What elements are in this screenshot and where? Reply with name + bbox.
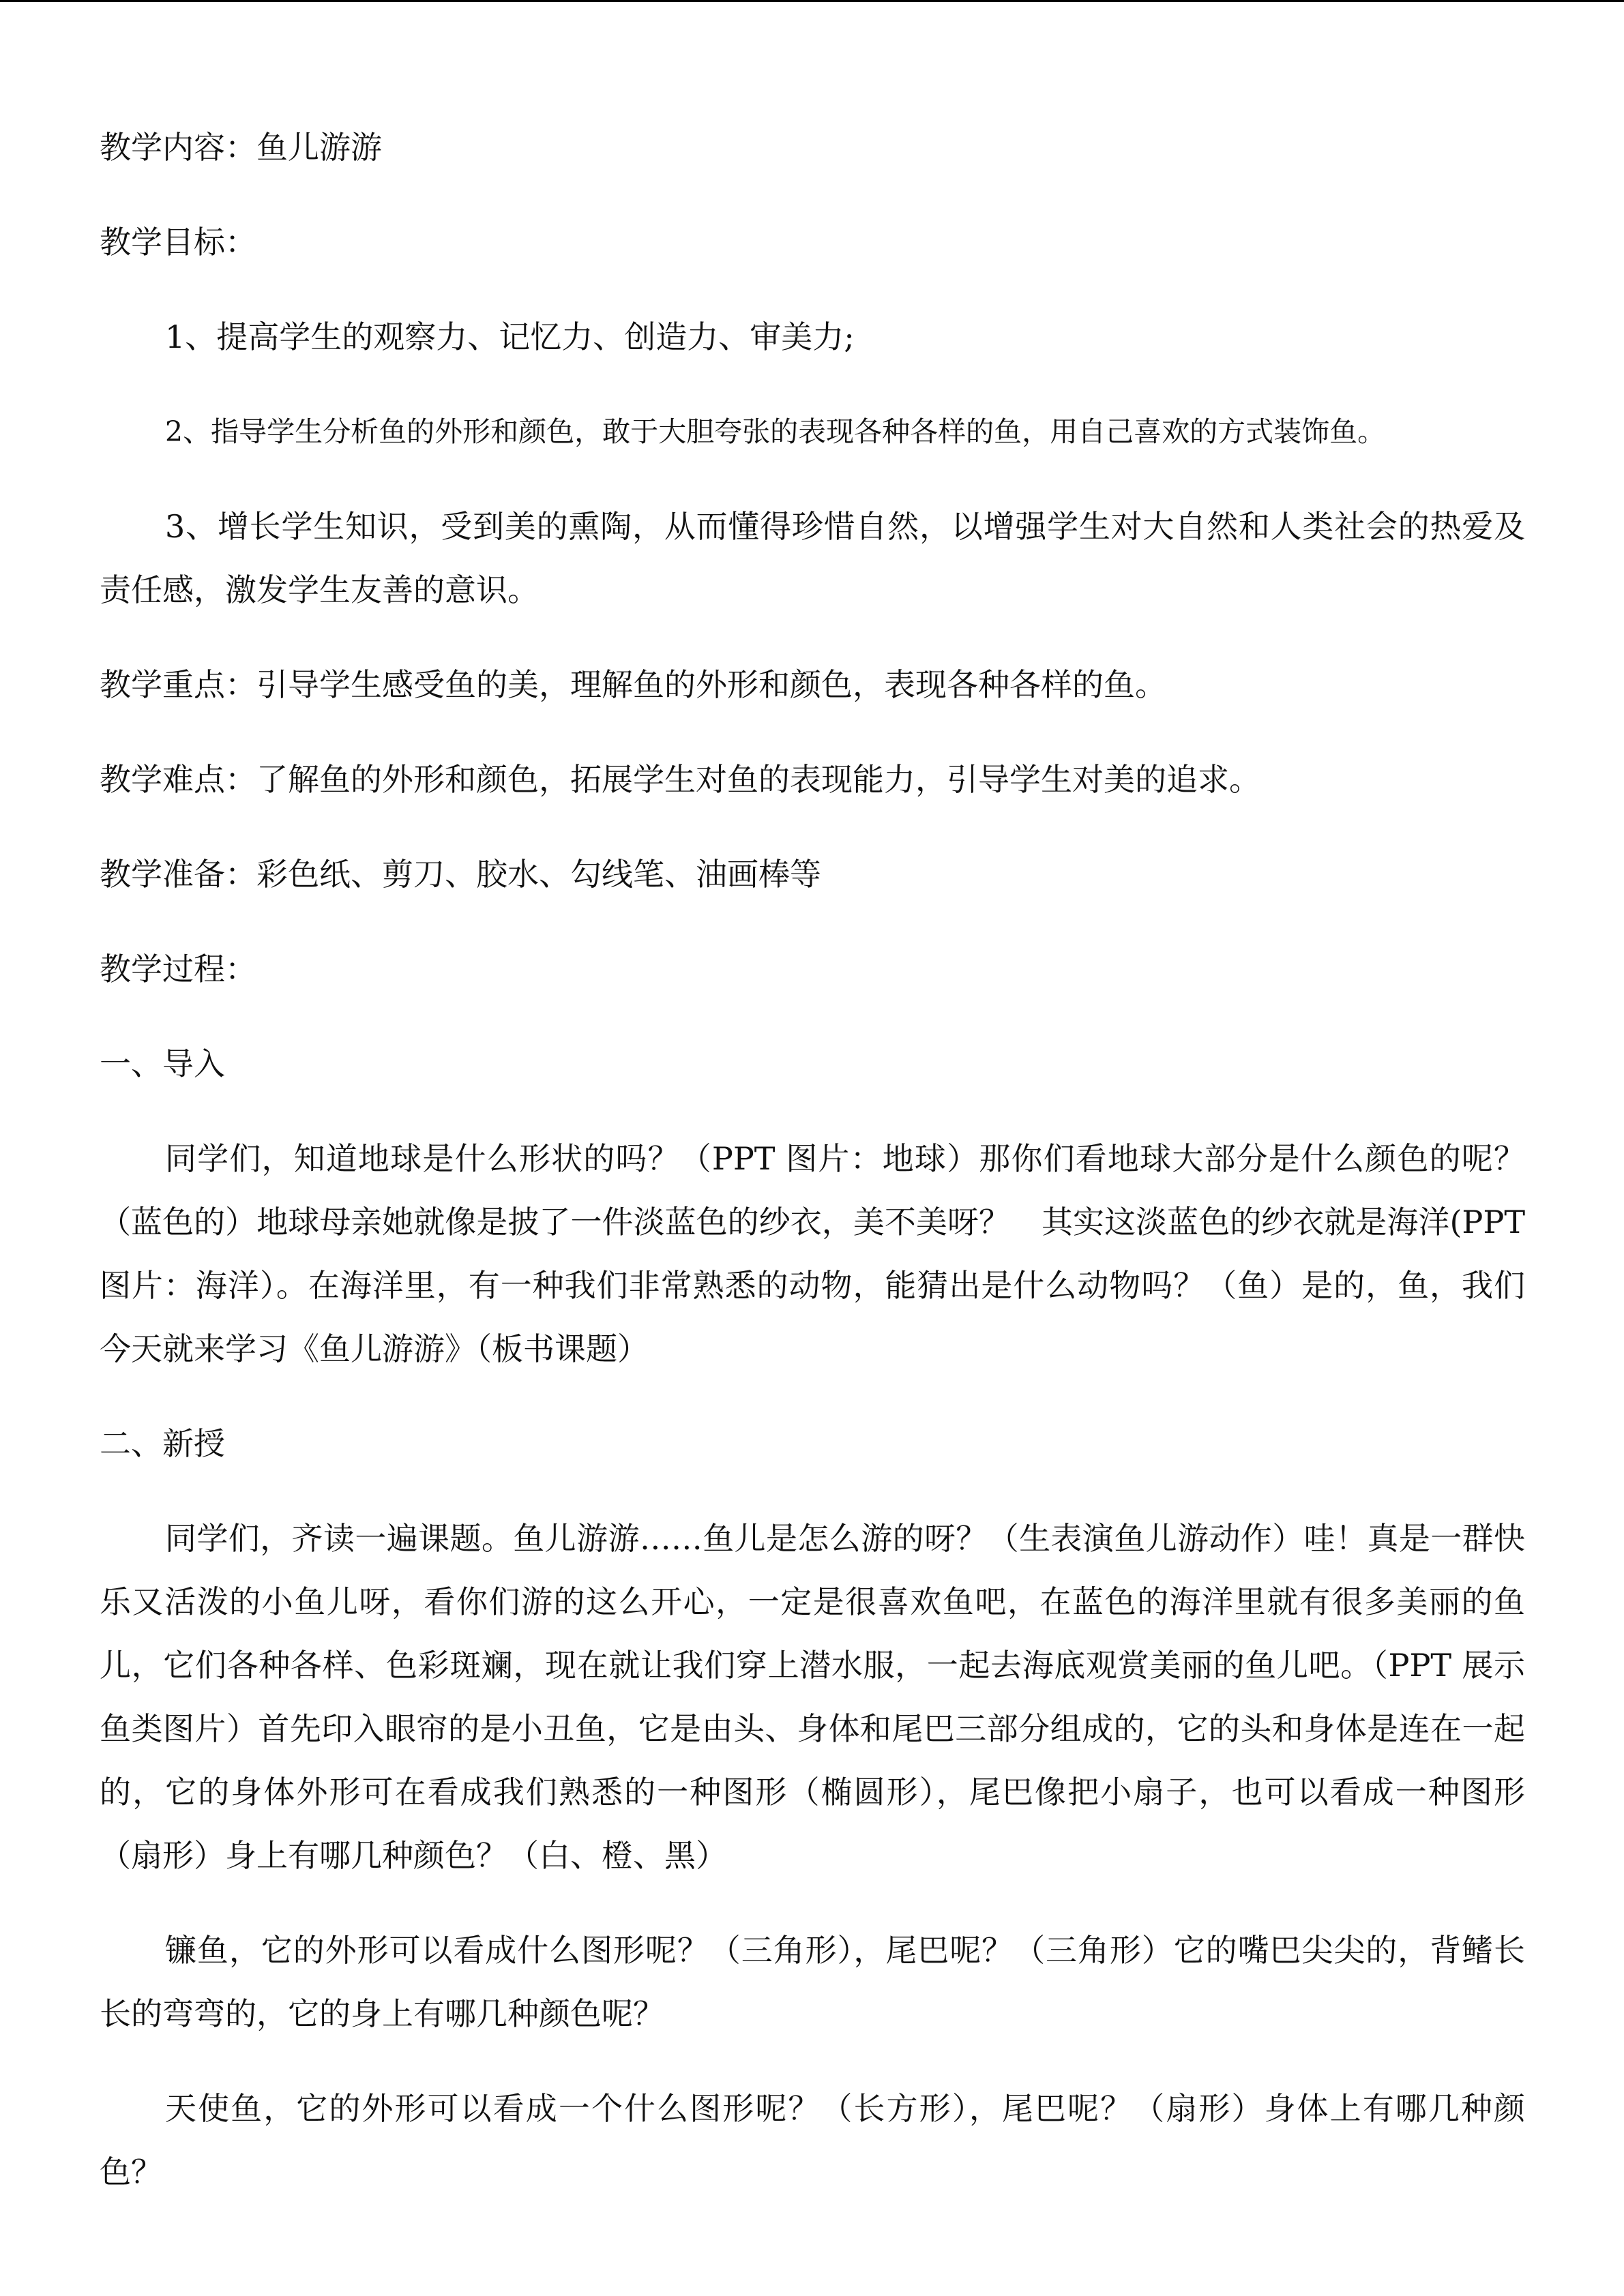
key-point-line: 教学重点：引导学生感受鱼的美，理解鱼的外形和颜色，表现各种各样的鱼。	[100, 666, 1166, 703]
process-heading: 教学过程：	[100, 951, 256, 987]
difficulty-line: 教学难点：了解鱼的外形和颜色，拓展学生对鱼的表现能力，引导学生对美的追求。	[100, 761, 1260, 798]
section-intro-heading: 一、导入	[100, 1045, 225, 1082]
document-body	[100, 116, 1525, 2233]
new-lesson-paragraph-1: 同学们，齐读一遍课题。鱼儿游游……鱼儿是怎么游的呀？（生表演鱼儿游动作）哇！真是一群快乐又活泼的小鱼儿呀，看你们游的这么开心，一定是很喜欢鱼吧，在蓝色的海洋里就有很多美丽的鱼儿，它们各种各样、色彩斑斓，现在就让我们穿上潜水服，一起去海底观赏美丽的鱼儿吧。（PPT 展示鱼类图片）首先印入眼帘的是小丑鱼，它是由头、身体和尾巴三部分组成的，它的头和身体是连在一起的，它的身体外形可在看成我们熟悉的一种图形（椭圆形），尾巴像把小扇子，也可以看成一种图形（扇形）身上有哪几种颜色？（白、橙、黑）	[100, 1520, 1525, 1874]
new-lesson-paragraph-2: 镰鱼，它的外形可以看成什么图形呢？（三角形），尾巴呢？（三角形）它的嘴巴尖尖的，背鳍长长的弯弯的，它的身上有哪几种颜色呢？	[100, 1932, 1525, 2032]
objective-item-3: 3、增长学生知识，受到美的熏陶，从而懂得珍惜自然，以增强学生对大自然和人类社会的热爱及责任感，激发学生友善的意识。	[100, 508, 1525, 608]
objective-item-1: 1、提高学生的观察力、记忆力、创造力、审美力;	[165, 318, 855, 355]
objectives-heading: 教学目标：	[100, 224, 256, 260]
section-new-heading: 二、新授	[100, 1425, 225, 1462]
top-border-line	[0, 0, 1624, 2]
new-lesson-paragraph-3: 天使鱼，它的外形可以看成一个什么图形呢？（长方形），尾巴呢？（扇形）身体上有哪几种颜色？	[100, 2090, 1525, 2190]
intro-paragraph: 同学们，知道地球是什么形状的吗？（PPT 图片：地球）那你们看地球大部分是什么颜色的呢？（蓝色的）地球母亲她就像是披了一件淡蓝色的纱衣，美不美呀？ 其实这淡蓝色的纱衣就是海洋(PPT 图片：海洋）。在海洋里，有一种我们非常熟悉的动物，能猜出是什么动物吗？（鱼）是的，鱼，我们今天就来学习《鱼儿游游》（板书课题）	[100, 1140, 1525, 1367]
teaching-content-line: 教学内容：鱼儿游游	[100, 129, 382, 166]
preparation-line: 教学准备：彩色纸、剪刀、胶水、勾线笔、油画棒等	[100, 856, 821, 893]
objective-item-2: 2、指导学生分析鱼的外形和颜色，敢于大胆夸张的表现各种各样的鱼，用自己喜欢的方式装饰鱼。	[165, 415, 1386, 448]
